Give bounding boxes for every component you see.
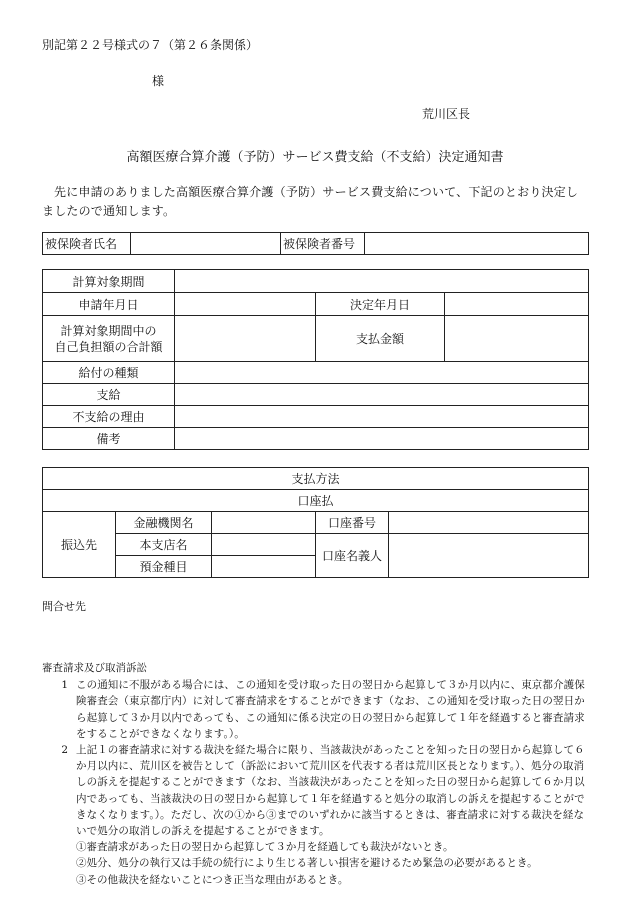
issuer: 荒川区長: [422, 107, 471, 121]
insured-number-label: 被保険者番号: [281, 233, 365, 255]
account-holder-field[interactable]: [389, 534, 589, 578]
insured-name-field[interactable]: [131, 233, 281, 255]
account-holder-label: 口座名義人: [316, 534, 389, 578]
benefit-type-label: 給付の種類: [43, 362, 175, 384]
appeal-item-text: この通知に不服がある場合には、この通知を受け取った日の翌日から起算して３か月以内に、東京都介護保険審査会（東京都庁内）に対して審査請求をすることができます（なお、この通知を受け取った日の翌日から起算して３か月以内であっても、この通知に係る決定の日の翌日から起算して１年を経過すると審査請求をすることができなくなります。）。: [76, 679, 585, 740]
calc-period-field[interactable]: [175, 270, 589, 293]
self-pay-total-label-line1: 計算対象期間中の: [60, 323, 157, 338]
payment-method-table: [42, 467, 589, 578]
decision-date-field[interactable]: [445, 293, 589, 316]
branch-name-label: 本支店名: [116, 534, 212, 556]
bank-name-label: 金融機関名: [116, 512, 212, 534]
payment-method-label: 支払方法: [43, 468, 589, 490]
application-date-label: 申請年月日: [43, 293, 175, 316]
addressee-suffix: 様: [152, 74, 165, 88]
appeal-item: [42, 742, 590, 839]
appeal-condition: ③その他裁決を経ないことにつき正当な理由があるとき。: [76, 873, 349, 886]
remarks-label: 備考: [43, 428, 175, 450]
appeal-item-text: 上記１の審査請求に対する裁決を経た場合に限り、当該裁決があったことを知った日の翌日から起算して６か月以内に、荒川区を被告として（訴訟において荒川区を代表する者は荒川区長となります。）、処分の取消しの訴えを提起することができます（なお、当該裁決があったことを知った日の翌日から起算して６か月以内であっても、当該裁決の日の翌日から起算して１年を経過すると処分の取消しの訴えを提起することができなくなります。）。ただし、次の①から③までのいずれかに該当するときは、審査請求に対する裁決を経ないで処分の取消しの訴えを提起することができます。: [76, 744, 585, 838]
appeal-item-number: 2: [61, 744, 68, 757]
decision-table: [42, 269, 589, 450]
transfer-to-label: 振込先: [43, 512, 116, 578]
page-title: 高額医療合算介護（予防）サービス費支給（不支給）決定通知書: [126, 150, 504, 165]
calc-period-label: 計算対象期間: [43, 270, 175, 293]
account-type-field[interactable]: [212, 556, 316, 578]
insured-number-field[interactable]: [365, 233, 589, 255]
self-pay-total-label-line2: 自己負担額の合計額: [54, 339, 163, 354]
appeal-condition: ②処分、処分の執行又は手続の続行により生じる著しい損害を避けるため緊急の必要があるとき。: [76, 857, 538, 870]
application-date-field[interactable]: [175, 293, 316, 316]
account-number-label: 口座番号: [316, 512, 389, 534]
insured-table: [42, 232, 589, 255]
nonpayment-reason-label: 不支給の理由: [43, 406, 175, 428]
branch-name-field[interactable]: [212, 534, 316, 556]
self-pay-total-field[interactable]: [175, 316, 316, 362]
bank-name-field[interactable]: [212, 512, 316, 534]
appeal-item-number: 1: [61, 679, 68, 692]
payment-method-value: 口座払: [43, 490, 589, 512]
intro-paragraph: 先に申請のありました高額医療合算介護（予防）サービス費支給について、下記のとおり決定しましたので通知します。: [42, 185, 579, 218]
benefit-type-field[interactable]: [175, 362, 589, 384]
payment-field[interactable]: [175, 384, 589, 406]
contact-label: 問合せ先: [42, 600, 86, 613]
appeal-heading: 審査請求及び取消訴訟: [42, 662, 147, 674]
payment-amount-field[interactable]: [445, 316, 589, 362]
decision-date-label: 決定年月日: [316, 293, 445, 316]
insured-name-label: 被保険者氏名: [43, 233, 131, 255]
remarks-field[interactable]: [175, 428, 589, 450]
appeal-item: [42, 677, 590, 742]
appeal-notes: [42, 660, 590, 888]
appeal-condition: ①審査請求があった日の翌日から起算して３か月を経過しても裁決がないとき。: [76, 841, 454, 854]
account-type-label: 預金種目: [116, 556, 212, 578]
form-id: 別記第２２号様式の７（第２６条関係）: [42, 38, 259, 52]
account-number-field[interactable]: [389, 512, 589, 534]
payment-amount-label: 支払金額: [316, 316, 445, 362]
nonpayment-reason-field[interactable]: [175, 406, 589, 428]
payment-label: 支給: [43, 384, 175, 406]
self-pay-total-label: [43, 316, 175, 362]
